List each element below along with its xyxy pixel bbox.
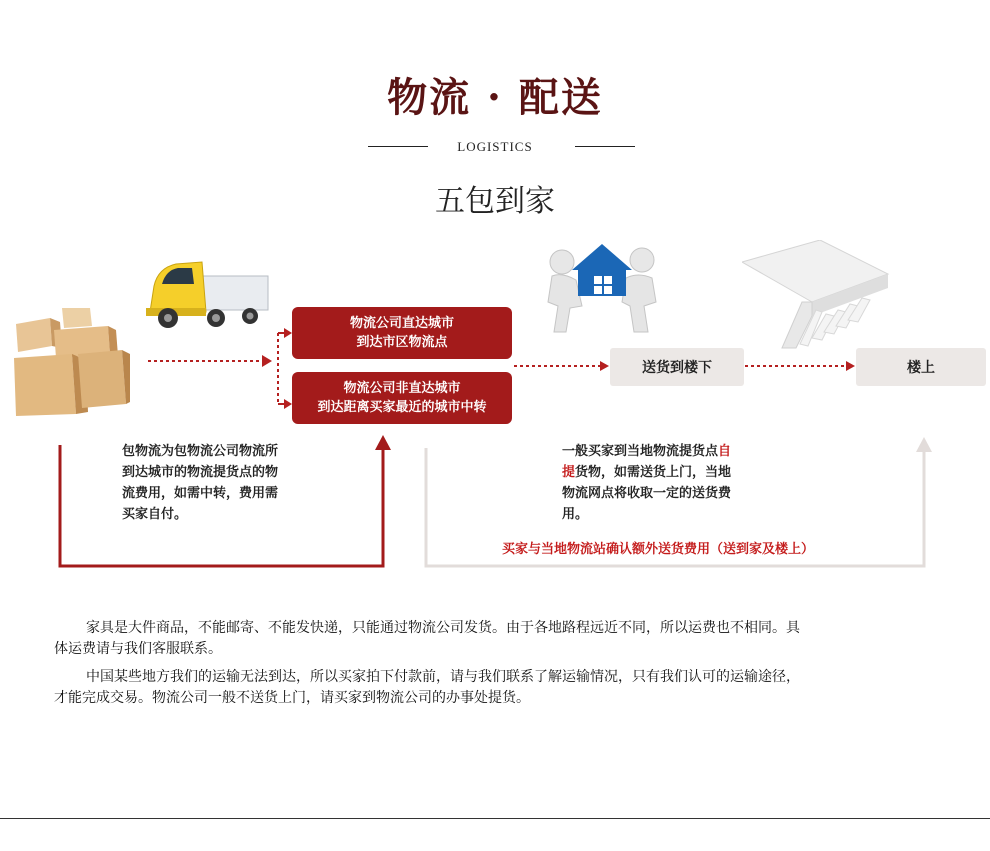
right-note-line: 用。 [562,507,589,522]
page-subtitle: LOGISTICS [457,139,533,154]
stairs-image [742,240,890,352]
movers-house-image [538,242,666,336]
right-note-line: 提货物，如需送货上门，当地 [562,465,732,480]
route-direct-line1: 物流公司直达城市 [349,316,454,331]
body-paragraph-2 [54,667,934,709]
confirm-fee-note: 买家与当地物流站确认额外送货费用（送到家及楼上） [502,542,815,557]
right-note-line: 一般买家到当地物流提货点自 [562,444,732,459]
right-note-line: 物流网点将收取一定的送货费 [562,486,732,501]
arrow-head [262,355,272,367]
downstairs-box: 送货到楼下 [610,348,744,386]
body-paragraph-1 [54,618,934,660]
left-note-line: 包物流为包物流公司物流所 [122,444,279,459]
paragraph-line: 才能完成交易。物流公司一般不送货上门，请买家到物流公司的办事处提货。 [54,690,530,706]
right-note [562,441,731,525]
bottom-divider [0,818,990,819]
left-note-line: 买家自付。 [122,507,188,522]
upstairs-box: 楼上 [856,348,986,386]
route-transfer-line2: 到达距离买家最近的城市中转 [317,400,487,415]
route-direct-box [292,307,512,359]
left-note-line: 到达城市的物流提货点的物 [122,465,279,480]
paragraph-line: 家具是大件商品，不能邮寄、不能发快递，只能通过物流公司发货。由于各地路程远近不同，所以运费也不相同。具 [86,620,800,636]
page-title: 物流 · 配送 [387,74,603,121]
route-direct-line2: 到达市区物流点 [356,335,448,350]
paragraph-line: 体运费请与我们客服联系。 [54,641,222,657]
paragraph-line: 中国某些地方我们的运输无法到达，所以买家拍下付款前，请与我们联系了解运输情况，只有我们认可的运输途径， [86,669,800,685]
slogan: 五包到家 [435,184,555,219]
left-note [122,441,278,525]
cardboard-boxes-image [12,304,132,416]
left-note-line: 流费用，如需中转，费用需 [122,486,279,501]
route-transfer-line1: 物流公司非直达城市 [343,381,461,396]
delivery-truck-image [144,254,270,334]
route-transfer-box [292,372,512,424]
